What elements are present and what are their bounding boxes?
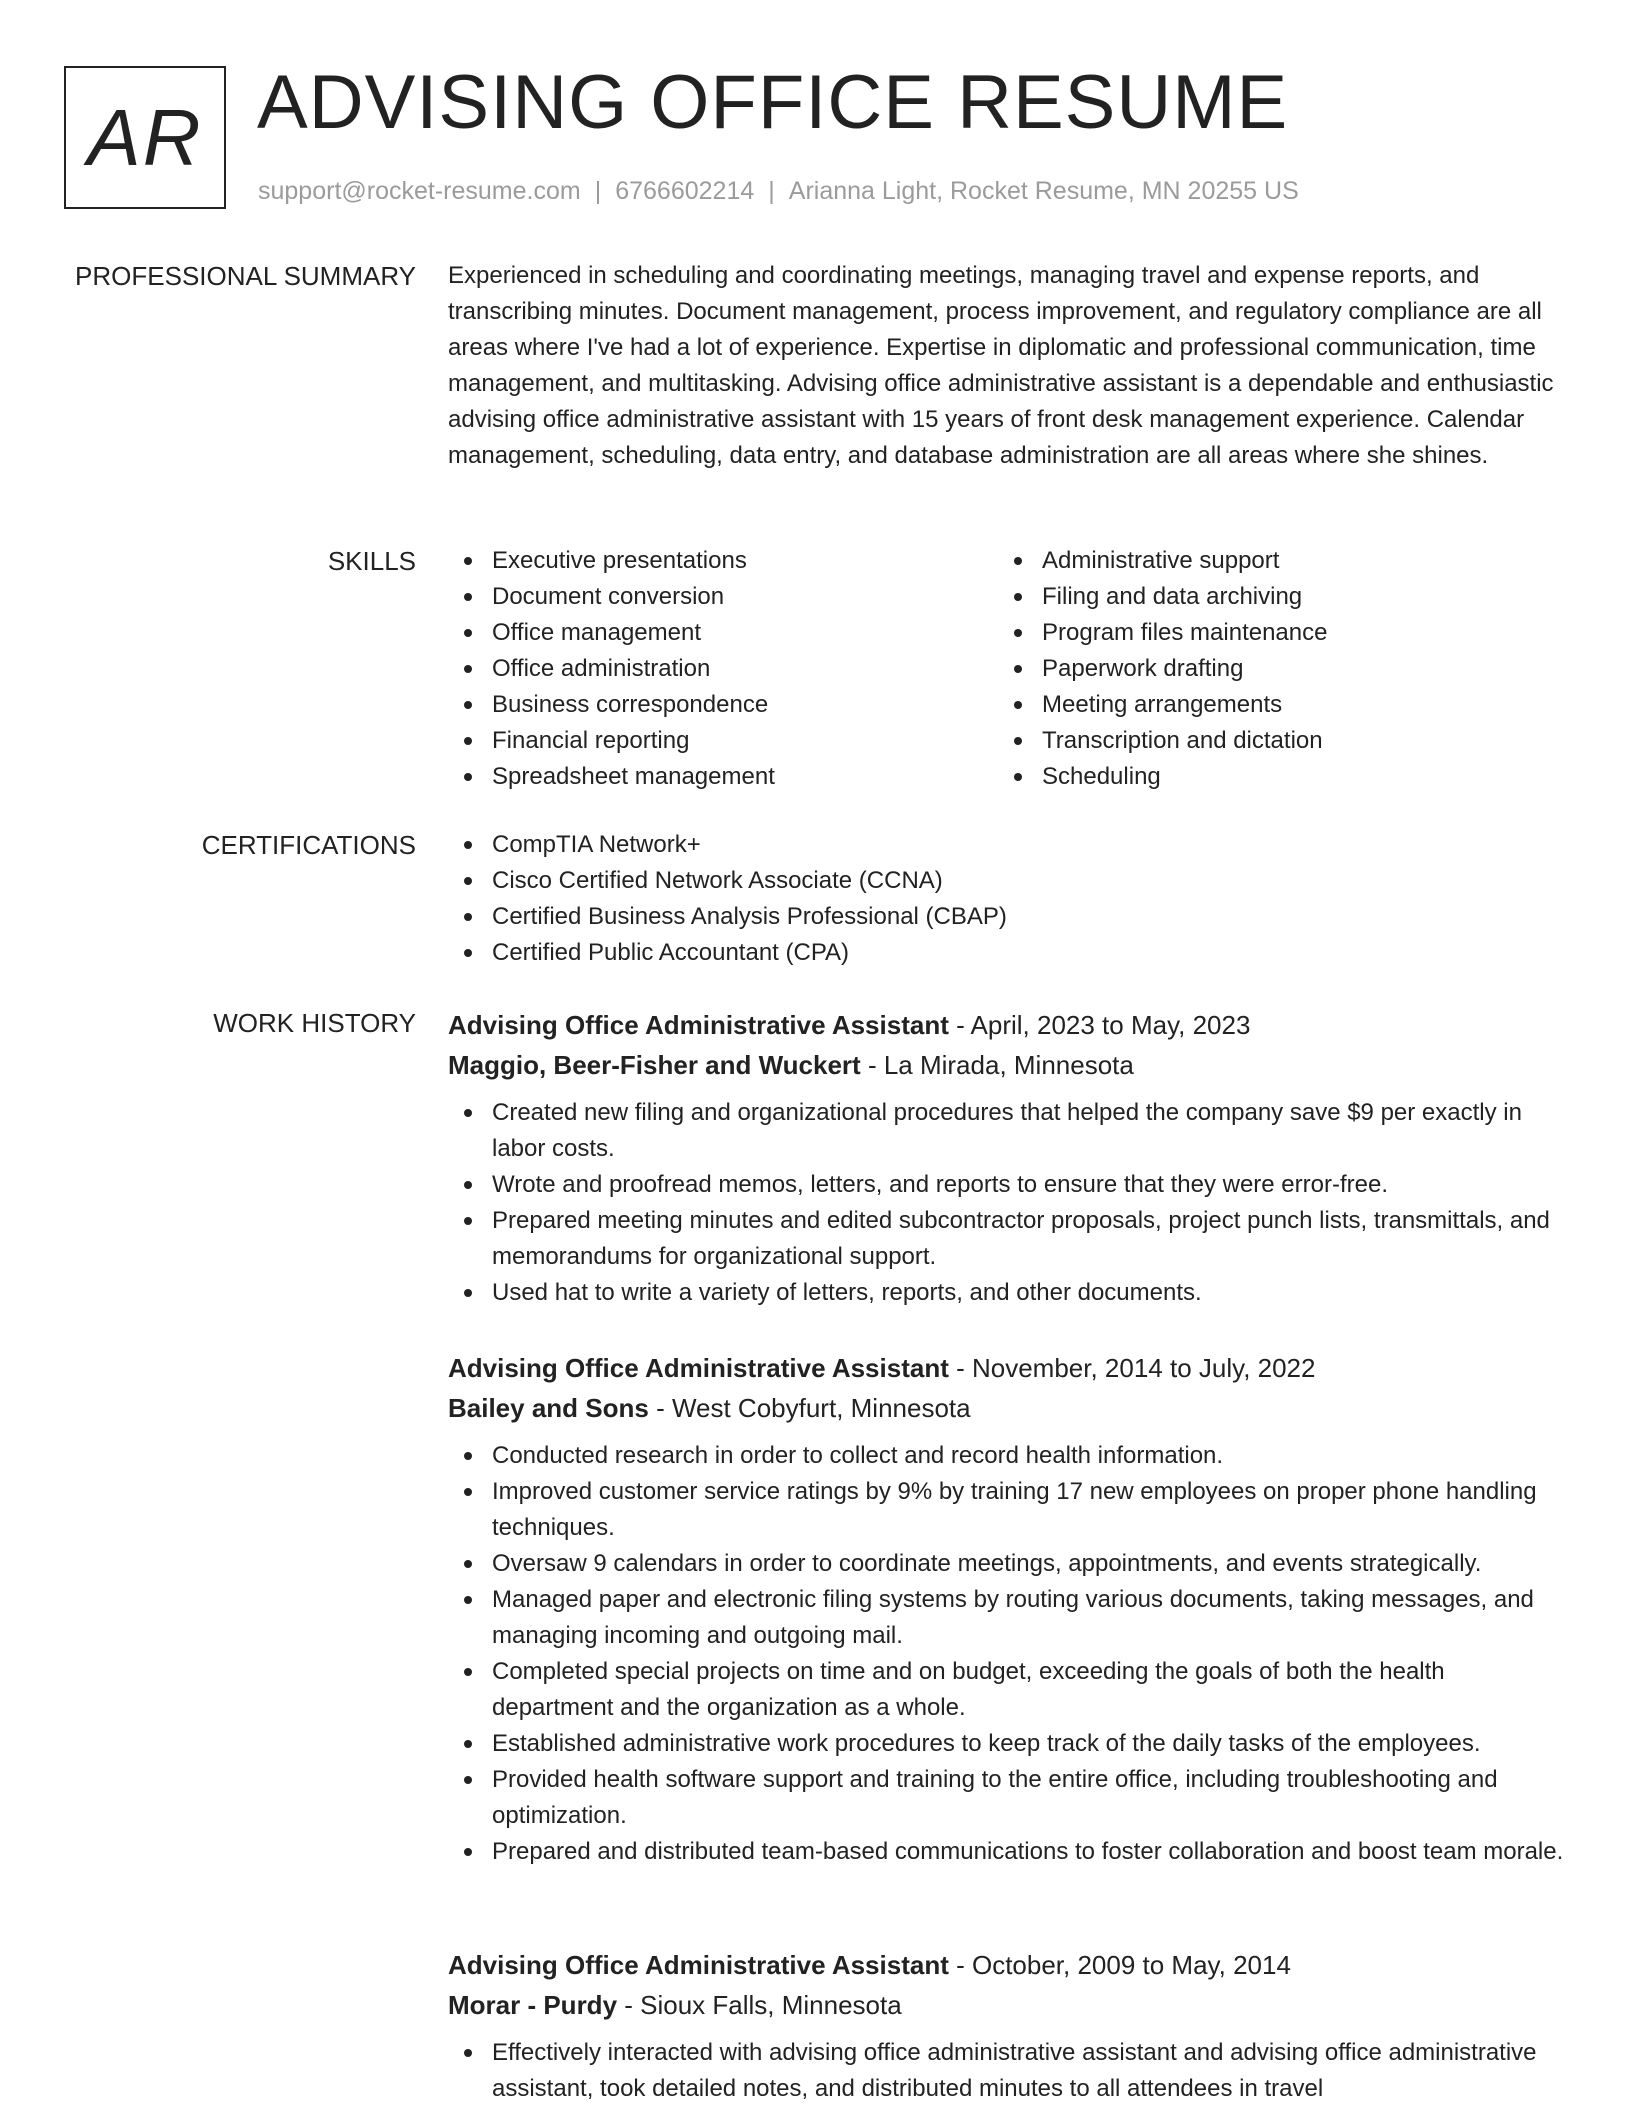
section-label-work-history: WORK HISTORY bbox=[213, 1008, 416, 1038]
monogram-initials: AR bbox=[87, 92, 203, 182]
certification-item: Certified Business Analysis Professional (CBAP) bbox=[448, 899, 1568, 935]
job-title: Advising Office Administrative Assistant bbox=[448, 1353, 949, 1383]
contact-address: Arianna Light, Rocket Resume, MN 20255 US bbox=[788, 177, 1299, 205]
skill-item: Business correspondence bbox=[448, 687, 998, 723]
job-company-line bbox=[448, 1045, 1568, 1085]
section-label-certifications: CERTIFICATIONS bbox=[201, 830, 416, 860]
skill-item: Transcription and dictation bbox=[998, 723, 1548, 759]
job-company: Bailey and Sons bbox=[448, 1393, 649, 1423]
skill-item: Scheduling bbox=[998, 759, 1548, 795]
certification-item: CompTIA Network+ bbox=[448, 827, 1568, 863]
job-bullet: Provided health software support and training to the entire office, including troubleshooting and optimization. bbox=[448, 1762, 1568, 1834]
job-dates: - April, 2023 to May, 2023 bbox=[948, 1010, 1251, 1040]
job-title-line bbox=[448, 1348, 1568, 1388]
job-entry bbox=[448, 1945, 1568, 2107]
job-bullet: Prepared and distributed team-based communications to foster collaboration and boost team morale. bbox=[448, 1834, 1568, 1870]
job-bullet: Completed special projects on time and on budget, exceeding the goals of both the health department and the organization as a whole. bbox=[448, 1654, 1568, 1726]
contact-email[interactable]: support@rocket-resume.com bbox=[258, 177, 581, 205]
certifications-list bbox=[448, 827, 1568, 971]
job-title: Advising Office Administrative Assistant bbox=[448, 1010, 949, 1040]
skill-item: Filing and data archiving bbox=[998, 579, 1548, 615]
job-bullet-list bbox=[448, 2035, 1568, 2107]
skill-item: Administrative support bbox=[998, 543, 1548, 579]
job-bullet: Effectively interacted with advising office administrative assistant and advising office administrative assistant, took detailed notes, and distributed minutes to all attendees in travel bbox=[448, 2035, 1568, 2107]
job-location: - Sioux Falls, Minnesota bbox=[617, 1990, 902, 2020]
job-bullet: Created new filing and organizational procedures that helped the company save $9 per exactly in labor costs. bbox=[448, 1095, 1568, 1167]
skills-list-left bbox=[448, 543, 998, 795]
contact-separator: | bbox=[768, 177, 775, 205]
skill-item: Meeting arrangements bbox=[998, 687, 1548, 723]
skill-item: Document conversion bbox=[448, 579, 998, 615]
job-company-line bbox=[448, 1388, 1568, 1428]
skill-item: Executive presentations bbox=[448, 543, 998, 579]
contact-line bbox=[258, 176, 1299, 206]
skills-list-right bbox=[998, 543, 1548, 795]
certification-item: Certified Public Accountant (CPA) bbox=[448, 935, 1568, 971]
job-entry bbox=[448, 1348, 1568, 1870]
job-title-line bbox=[448, 1945, 1568, 1985]
job-bullet: Improved customer service ratings by 9% by training 17 new employees on proper phone handling techniques. bbox=[448, 1474, 1568, 1546]
job-dates: - October, 2009 to May, 2014 bbox=[948, 1950, 1291, 1980]
skill-item: Office administration bbox=[448, 651, 998, 687]
job-bullet-list bbox=[448, 1095, 1568, 1311]
skill-item: Paperwork drafting bbox=[998, 651, 1548, 687]
contact-separator: | bbox=[594, 177, 602, 205]
job-entry bbox=[448, 1005, 1568, 1311]
job-title-line bbox=[448, 1005, 1568, 1045]
section-label-skills: SKILLS bbox=[327, 546, 416, 576]
resume-title: ADVISING OFFICE RESUME bbox=[257, 60, 1289, 145]
summary-text: Experienced in scheduling and coordinating meetings, managing travel and expense reports, and transcribing minutes. Document management, process improvement, and regulatory compliance are all areas where I've had a lot of experience. Expertise in diplomatic and professional communication, time management, and multitasking. Advising office administrative assistant is a dependable and enthusiastic advising office administrative assistant with 15 years of front desk management experience. Calendar management, scheduling, data entry, and database administration are all areas where she shines. bbox=[448, 262, 1554, 469]
summary-body bbox=[448, 258, 1568, 474]
job-bullet: Prepared meeting minutes and edited subcontractor proposals, project punch lists, transmittals, and memorandums for organizational support. bbox=[448, 1203, 1568, 1275]
job-bullet: Wrote and proofread memos, letters, and reports to ensure that they were error-free. bbox=[448, 1167, 1568, 1203]
job-company-line bbox=[448, 1985, 1568, 2025]
job-title: Advising Office Administrative Assistant bbox=[448, 1950, 949, 1980]
job-company: Maggio, Beer-Fisher and Wuckert bbox=[448, 1050, 861, 1080]
job-dates: - November, 2014 to July, 2022 bbox=[948, 1353, 1316, 1383]
job-company: Morar - Purdy bbox=[448, 1990, 618, 2020]
monogram-box bbox=[64, 66, 226, 209]
contact-phone[interactable]: 6766602214 bbox=[615, 177, 755, 205]
job-bullet: Established administrative work procedures to keep track of the daily tasks of the employees. bbox=[448, 1726, 1568, 1762]
skill-item: Office management bbox=[448, 615, 998, 651]
certification-item: Cisco Certified Network Associate (CCNA) bbox=[448, 863, 1568, 899]
skills-columns bbox=[448, 543, 1568, 795]
skill-item: Spreadsheet management bbox=[448, 759, 998, 795]
job-bullet: Conducted research in order to collect and record health information. bbox=[448, 1438, 1568, 1474]
job-bullet: Managed paper and electronic filing systems by routing various documents, taking messages, and managing incoming and outgoing mail. bbox=[448, 1582, 1568, 1654]
job-bullet: Oversaw 9 calendars in order to coordinate meetings, appointments, and events strategically. bbox=[448, 1546, 1568, 1582]
job-location: - West Cobyfurt, Minnesota bbox=[648, 1393, 971, 1423]
job-bullet-list bbox=[448, 1438, 1568, 1870]
skill-item: Program files maintenance bbox=[998, 615, 1548, 651]
section-label-summary: PROFESSIONAL SUMMARY bbox=[75, 261, 416, 291]
job-location: - La Mirada, Minnesota bbox=[860, 1050, 1134, 1080]
skill-item: Financial reporting bbox=[448, 723, 998, 759]
certifications-body bbox=[448, 827, 1568, 971]
job-bullet: Used hat to write a variety of letters, reports, and other documents. bbox=[448, 1275, 1568, 1311]
